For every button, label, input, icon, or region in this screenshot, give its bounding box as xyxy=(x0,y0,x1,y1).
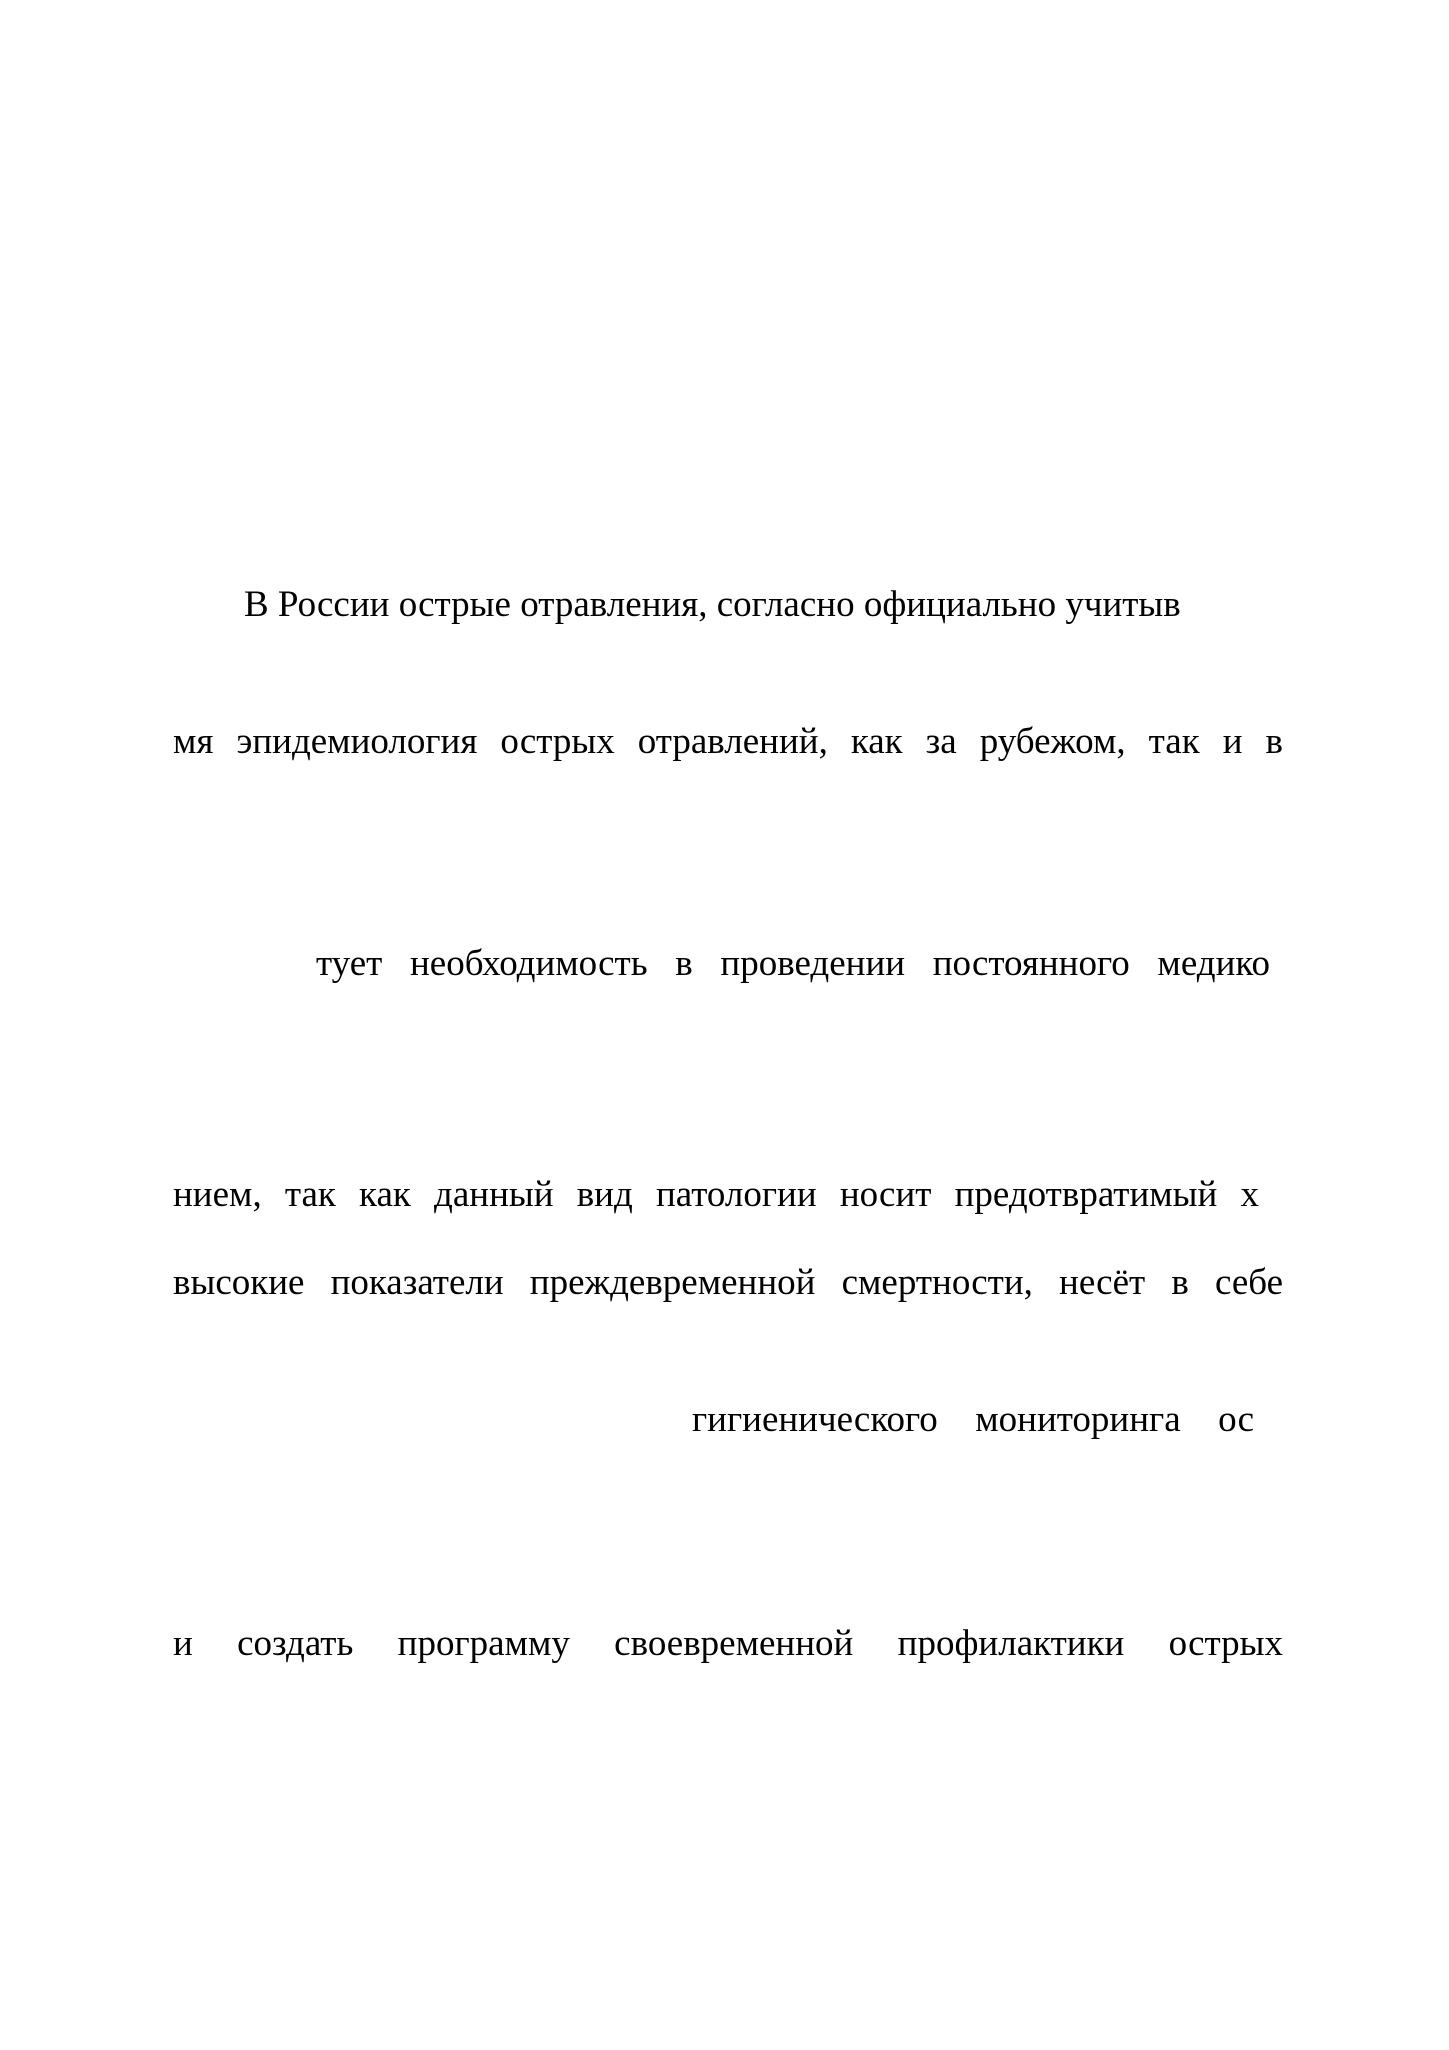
text-line-5: высокие показатели преждевременной смертности, несёт в себе xyxy=(173,1262,1283,1303)
text-line-1: В России острые отравления, согласно официально учитыв xyxy=(244,584,1181,625)
text-line-3: тует необходимость в проведении постоянного медико xyxy=(316,943,1270,984)
text-line-6: гигиенического мониторинга ос xyxy=(692,1399,1254,1440)
text-line-2: мя эпидемиология острых отравлений, как за рубежом, так и в xyxy=(173,721,1283,762)
text-line-4: нием, так как данный вид патологии носит предотвратимый х xyxy=(173,1174,1259,1215)
text-line-7: и создать программу своевременной профилактики острых xyxy=(173,1623,1283,1664)
